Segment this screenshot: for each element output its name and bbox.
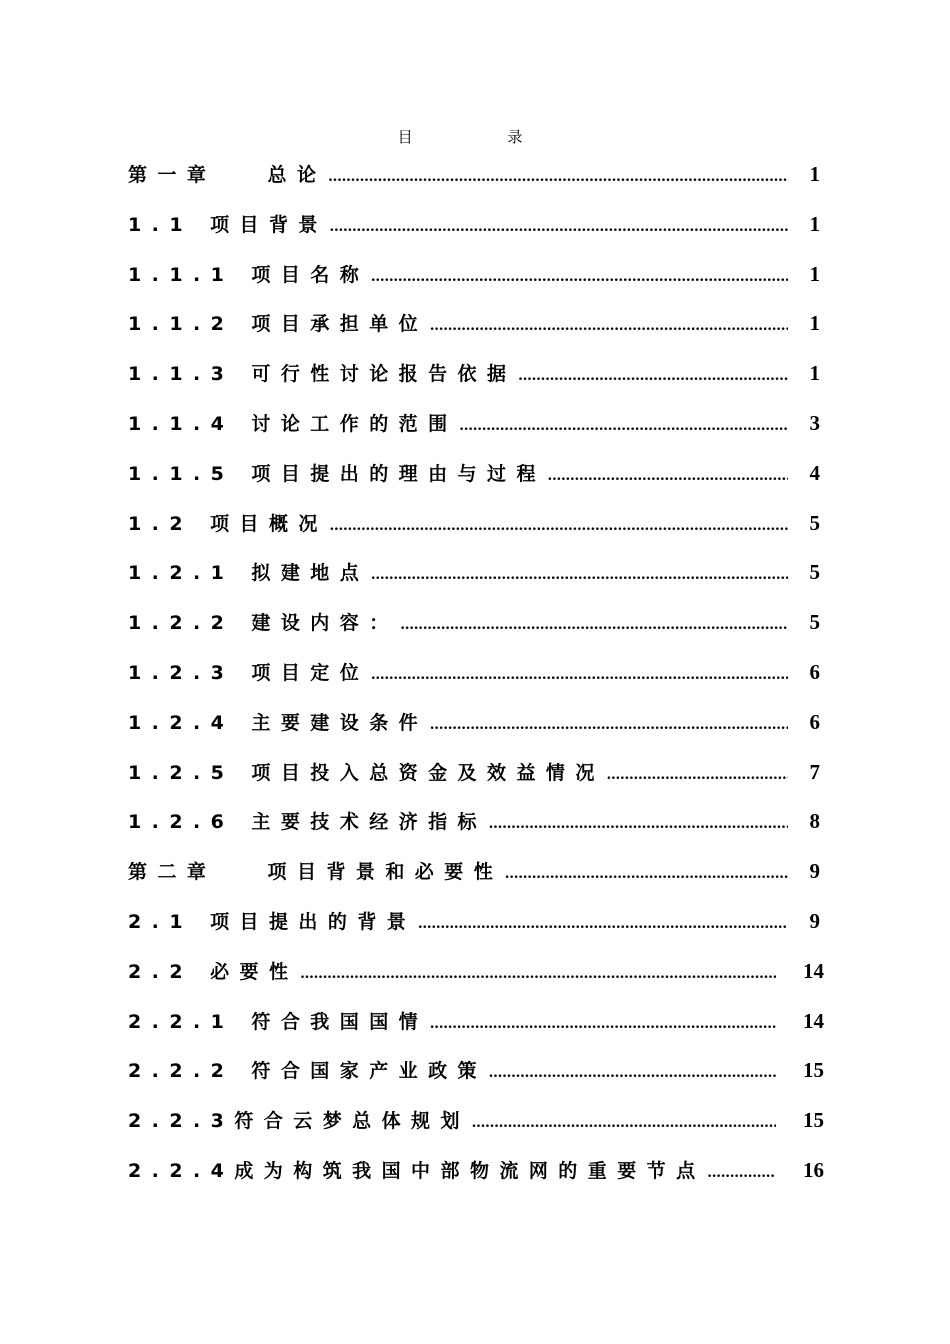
toc-entry-page: 6 bbox=[809, 659, 820, 684]
toc-dot-leader bbox=[518, 358, 788, 394]
toc-entry-page: 1 bbox=[809, 261, 820, 286]
toc-entry-label: 2.2.1 符合我国国情 bbox=[128, 1010, 429, 1033]
toc-entry-page: 1 bbox=[809, 361, 820, 386]
toc-entry-label: 1.2.2 建设内容： bbox=[128, 612, 399, 635]
toc-dot-leader bbox=[548, 458, 788, 494]
toc-entry-page: 14 bbox=[803, 1008, 824, 1033]
toc-dot-leader bbox=[371, 557, 788, 593]
toc-entry-page: 5 bbox=[809, 560, 820, 585]
toc-entry[interactable] bbox=[128, 853, 828, 903]
toc-dot-leader bbox=[371, 259, 788, 295]
toc-entry[interactable] bbox=[128, 505, 828, 555]
table-of-contents bbox=[128, 156, 828, 1202]
toc-dot-leader bbox=[330, 209, 788, 245]
toc-entry-page: 1 bbox=[809, 211, 820, 236]
toc-entry[interactable] bbox=[128, 754, 828, 804]
toc-entry[interactable] bbox=[128, 704, 828, 754]
toc-dot-leader bbox=[430, 707, 788, 743]
toc-entry-page: 4 bbox=[809, 460, 820, 485]
toc-dot-leader bbox=[418, 906, 788, 942]
toc-entry-label: 2.2.4成为构筑我国中部物流网的重要节点 bbox=[128, 1159, 706, 1182]
toc-entry-label: 2.1 项目提出的背景 bbox=[128, 910, 417, 933]
toc-entry-page: 5 bbox=[809, 510, 820, 535]
toc-entry-page: 14 bbox=[803, 958, 824, 983]
toc-entry-page: 3 bbox=[809, 410, 820, 435]
toc-entry[interactable] bbox=[128, 405, 828, 455]
toc-entry-page: 15 bbox=[803, 1058, 824, 1083]
toc-entry-label: 1.2.5 项目投入总资金及效益情况 bbox=[128, 761, 605, 784]
toc-dot-leader bbox=[328, 159, 788, 195]
toc-entry[interactable] bbox=[128, 1102, 828, 1152]
toc-dot-leader bbox=[460, 408, 788, 444]
toc-entry[interactable] bbox=[128, 305, 828, 355]
toc-entry-label: 第二章 项目背景和必要性 bbox=[128, 861, 504, 884]
toc-entry-page: 1 bbox=[809, 311, 820, 336]
toc-dot-leader bbox=[607, 757, 788, 793]
toc-entry-page: 9 bbox=[809, 859, 820, 884]
toc-entry[interactable] bbox=[128, 355, 828, 405]
toc-dot-leader bbox=[371, 657, 788, 693]
toc-entry[interactable] bbox=[128, 554, 828, 604]
toc-entry-page: 8 bbox=[809, 809, 820, 834]
toc-dot-leader bbox=[489, 1055, 776, 1091]
toc-entry-page: 15 bbox=[803, 1108, 824, 1133]
toc-entry-page: 5 bbox=[809, 610, 820, 635]
toc-entry-label: 1.1.1 项目名称 bbox=[128, 263, 370, 286]
toc-dot-leader bbox=[300, 956, 776, 992]
toc-entry-label: 2.2.2 符合国家产业政策 bbox=[128, 1060, 488, 1083]
toc-dot-leader bbox=[708, 1155, 776, 1191]
toc-entry[interactable] bbox=[128, 256, 828, 306]
toc-entry[interactable] bbox=[128, 1003, 828, 1053]
toc-entry[interactable] bbox=[128, 803, 828, 853]
toc-entry-page: 16 bbox=[803, 1157, 824, 1182]
toc-entry[interactable] bbox=[128, 604, 828, 654]
toc-entry[interactable] bbox=[128, 1152, 828, 1202]
toc-entry-label: 1.1.3 可行性讨论报告依据 bbox=[128, 363, 517, 386]
toc-dot-leader bbox=[472, 1105, 776, 1141]
toc-entry-label: 1.2.1 拟建地点 bbox=[128, 562, 370, 585]
toc-entry[interactable] bbox=[128, 1052, 828, 1102]
toc-entry-label: 1.1.5 项目提出的理由与过程 bbox=[128, 462, 546, 485]
toc-entry-label: 1.2.3 项目定位 bbox=[128, 661, 370, 684]
toc-dot-leader bbox=[489, 806, 788, 842]
toc-dot-leader bbox=[401, 607, 788, 643]
toc-entry[interactable] bbox=[128, 206, 828, 256]
toc-entry[interactable] bbox=[128, 903, 828, 953]
toc-entry-label: 2.2 必要性 bbox=[128, 960, 299, 983]
toc-entry-label: 2.2.3符合云梦总体规划 bbox=[128, 1110, 470, 1133]
toc-entry[interactable] bbox=[128, 654, 828, 704]
toc-entry-label: 1.2.6 主要技术经济指标 bbox=[128, 811, 488, 834]
toc-dot-leader bbox=[430, 308, 788, 344]
toc-entry-page: 1 bbox=[809, 162, 820, 186]
toc-entry-page: 9 bbox=[809, 908, 820, 933]
toc-entry-page: 6 bbox=[809, 709, 820, 734]
toc-entry-label: 1.2 项目概况 bbox=[128, 512, 328, 535]
toc-dot-leader bbox=[505, 856, 788, 892]
toc-entry[interactable] bbox=[128, 953, 828, 1003]
toc-dot-leader bbox=[430, 1006, 776, 1042]
toc-entry-label: 第一章 总论 bbox=[128, 164, 327, 186]
toc-title: 目 录 bbox=[397, 128, 553, 146]
toc-entry-label: 1.1.4 讨论工作的范围 bbox=[128, 412, 458, 435]
toc-entry-page: 7 bbox=[809, 759, 820, 784]
toc-entry-label: 1.1 项目背景 bbox=[128, 213, 328, 236]
toc-dot-leader bbox=[330, 508, 788, 544]
toc-entry[interactable] bbox=[128, 156, 828, 206]
toc-entry-label: 1.1.2 项目承担单位 bbox=[128, 313, 429, 336]
toc-entry[interactable] bbox=[128, 455, 828, 505]
toc-entry-label: 1.2.4 主要建设条件 bbox=[128, 711, 429, 734]
